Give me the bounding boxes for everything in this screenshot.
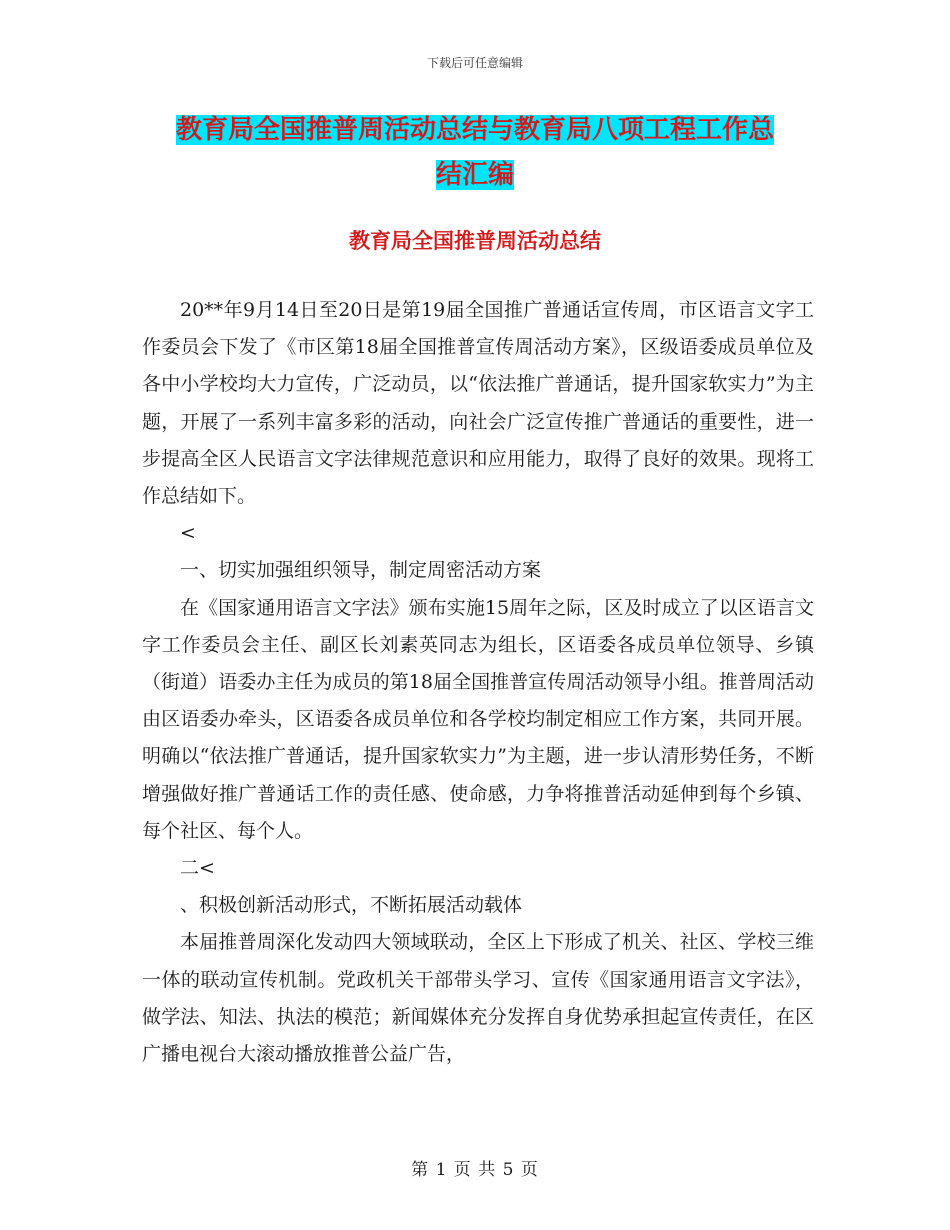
paragraph: < <box>180 522 196 545</box>
main-title-line-2: 结汇编 <box>435 160 514 190</box>
paragraph: 本届推普周深化发动四大领域联动，全区上下形成了机关、社区、学校三维一体的联动宣传机制。党政机关干部带头学习、宣传《国家通用语言文字法》，做学法、知法、执法的模范；新闻媒体充分发挥自身优势承担起宣传责任，在区广播电视台大滚动播放推普公益广告， <box>142 931 814 1066</box>
main-title-line-1: 教育局全国推普周活动总结与教育局八项工程工作总 <box>175 115 774 145</box>
section-heading: 一、切实加强组织领导，制定周密活动方案 <box>180 559 542 582</box>
header-note: 下载后可任意编辑 <box>426 56 523 70</box>
paragraph: 二< <box>180 857 215 880</box>
body-text <box>142 292 814 1073</box>
section-title: 教育局全国推普周活动总结 <box>349 229 601 253</box>
paragraph: 20**年9月14日至20日是第19届全国推广普通话宣传周，市区语言文字工作委员会下发了《市区第18届全国推普宣传周活动方案》，区级语委成员单位及各中小学校均大力宣传，广泛动员，以“依法推广普通话，提升国家软实力”为主题，开展了一系列丰富多彩的活动，向社会广泛宣传推广普通话的重要性，进一步提高全区人民语言文字法律规范意识和应用能力，取得了良好的效果。现将工作总结如下。 <box>142 299 814 508</box>
main-title <box>140 108 810 198</box>
paragraph: 在《国家通用语言文字法》颁布实施15周年之际，区及时成立了以区语言文字工作委员会主任、副区长刘素英同志为组长，区语委各成员单位领导、乡镇（街道）语委办主任为成员的第18届全国推普宣传周活动领导小组。推普周活动由区语委办牵头，区语委各成员单位和各学校均制定相应工作方案，共同开展。明确以“依法推广普通话，提升国家软实力”为主题，进一步认清形势任务，不断增强做好推广普通话工作的责任感、使命感，力争将推普活动延伸到每个乡镇、每个社区、每个人。 <box>142 596 814 842</box>
page-number: 第 1 页 共 5 页 <box>411 1160 539 1180</box>
section-heading: 、积极创新活动形式，不断拓展活动载体 <box>180 894 523 917</box>
